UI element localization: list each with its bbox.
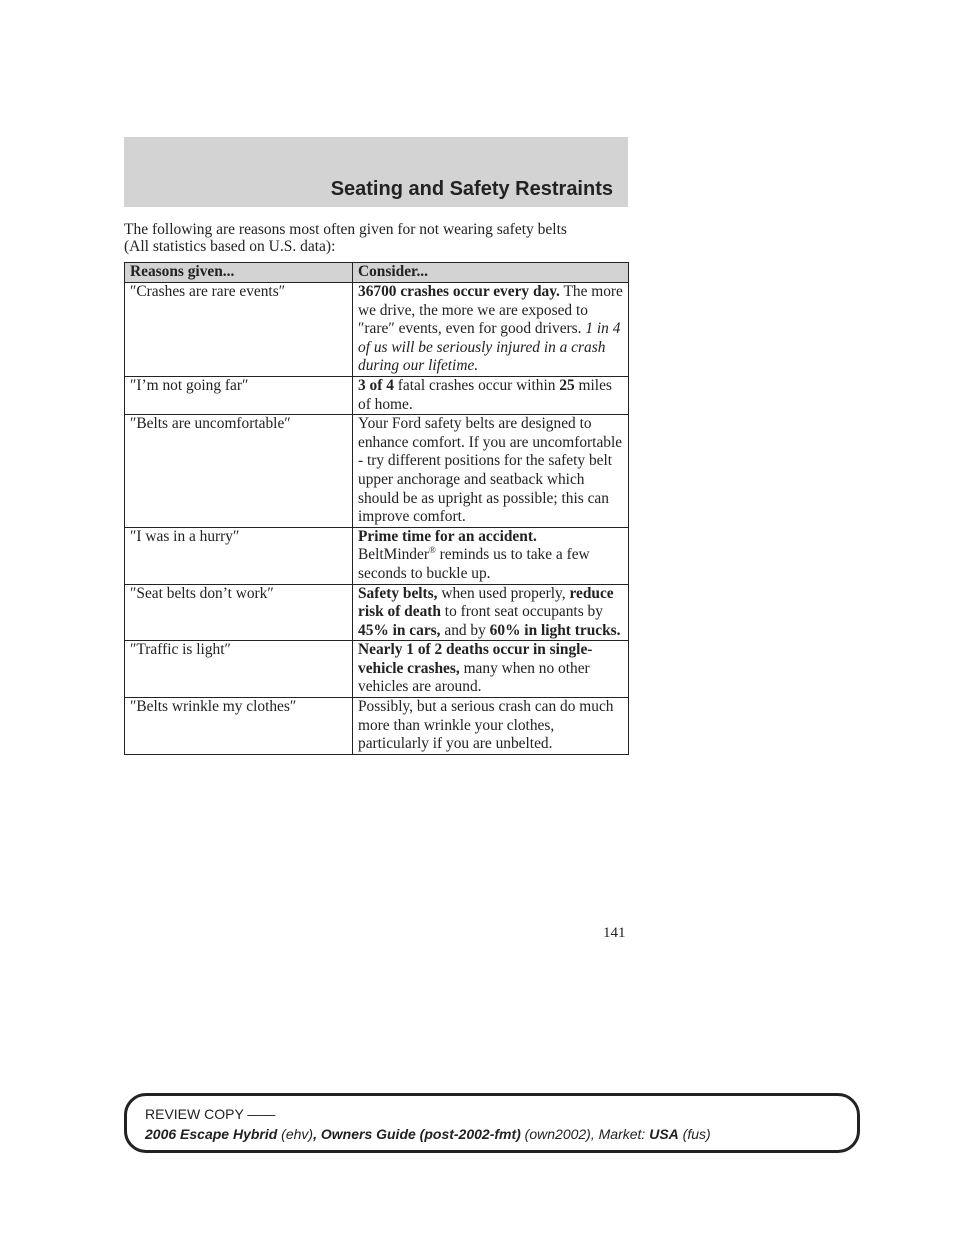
table-row [125,527,629,584]
intro-paragraph [124,221,628,255]
section-title: Seating and Safety Restraints [330,178,613,200]
consider-text: to front seat occupants by [440,603,603,621]
consider-bold: 25 [559,376,575,394]
consider-bold: Prime time for an accident. [358,527,537,545]
registered-mark: ® [428,545,436,556]
section-header-band [124,137,628,207]
reason-cell: ″Traffic is light″ [125,641,353,698]
consider-text: and by [440,621,490,639]
intro-line-1: The following are reasons most often given for not wearing safety belts [124,221,567,238]
consider-cell [353,641,629,698]
table-row [125,698,629,755]
consider-bold: reduce risk of death [358,584,614,621]
footer-guide: Owners Guide (post-2002-fmt) [320,1126,521,1142]
consider-text: miles of home. [358,376,612,413]
review-copy-footer [124,1093,860,1153]
consider-text: reminds us to take a few seconds to buckle up. [358,546,590,582]
footer-separator: , [313,1126,321,1142]
consider-bold: 60% in light trucks. [489,621,621,639]
reasons-table [124,262,629,755]
consider-cell [353,376,629,414]
table-header-row [125,263,629,283]
consider-text: BeltMinder [358,546,429,564]
consider-italic: 1 in 4 of us will be seriously injured in a crash during our lifetime. [358,320,621,375]
table-row [125,641,629,698]
column-header-reasons: Reasons given... [125,263,353,283]
footer-review-label: REVIEW COPY —— [145,1106,276,1122]
consider-bold: 36700 crashes occur every day. [358,283,560,300]
consider-cell [353,283,629,377]
footer-guide-code: (own2002) [520,1126,591,1142]
footer-document-info [145,1126,711,1142]
reason-cell: ″Belts wrinkle my clothes″ [125,698,353,755]
consider-bold: 45% in cars, [358,621,441,639]
reason-cell: ″Belts are uncomfortable″ [125,415,353,528]
consider-cell [353,584,629,641]
reason-cell: ″I was in a hurry″ [125,527,353,584]
footer-market-label: , Market: [590,1126,650,1142]
consider-cell: Possibly, but a serious crash can do much more than wrinkle your clothes, particularly if you are unbelted. [353,698,629,755]
table-row [125,283,629,377]
consider-cell: Your Ford safety belts are designed to enhance comfort. If you are uncomfortable - try different positions for the safety belt upper anchorage and seatback which should be as upright as possible; this can improve comfort. [353,415,629,528]
consider-text: fatal crashes occur within [393,376,560,394]
consider-text: The more we drive, the more we are exposed to ″rare″ events, even for good drivers. [358,283,623,338]
consider-bold: Safety belts, [358,584,438,602]
consider-bold: 3 of 4 [358,376,394,394]
table-row [125,584,629,641]
page-number: 141 [603,925,626,941]
reason-cell: ″Seat belts don’t work″ [125,584,353,641]
column-header-consider: Consider... [353,263,629,283]
footer-market-code: (fus) [678,1126,711,1142]
footer-market: USA [649,1126,679,1142]
consider-text: many when no other vehicles are around. [358,659,590,696]
consider-cell [353,527,629,584]
intro-line-2: (All statistics based on U.S. data): [124,238,336,255]
reason-cell: ″I’m not going far″ [125,376,353,414]
consider-bold: Nearly 1 of 2 deaths occur in single-vehicle crashes, [358,641,593,677]
table-row [125,415,629,528]
footer-model-code: (ehv) [277,1126,314,1142]
consider-text: when used properly, [437,584,570,602]
table-row [125,376,629,414]
reason-cell: ″Crashes are rare events″ [125,283,353,377]
footer-model: 2006 Escape Hybrid [145,1126,278,1142]
